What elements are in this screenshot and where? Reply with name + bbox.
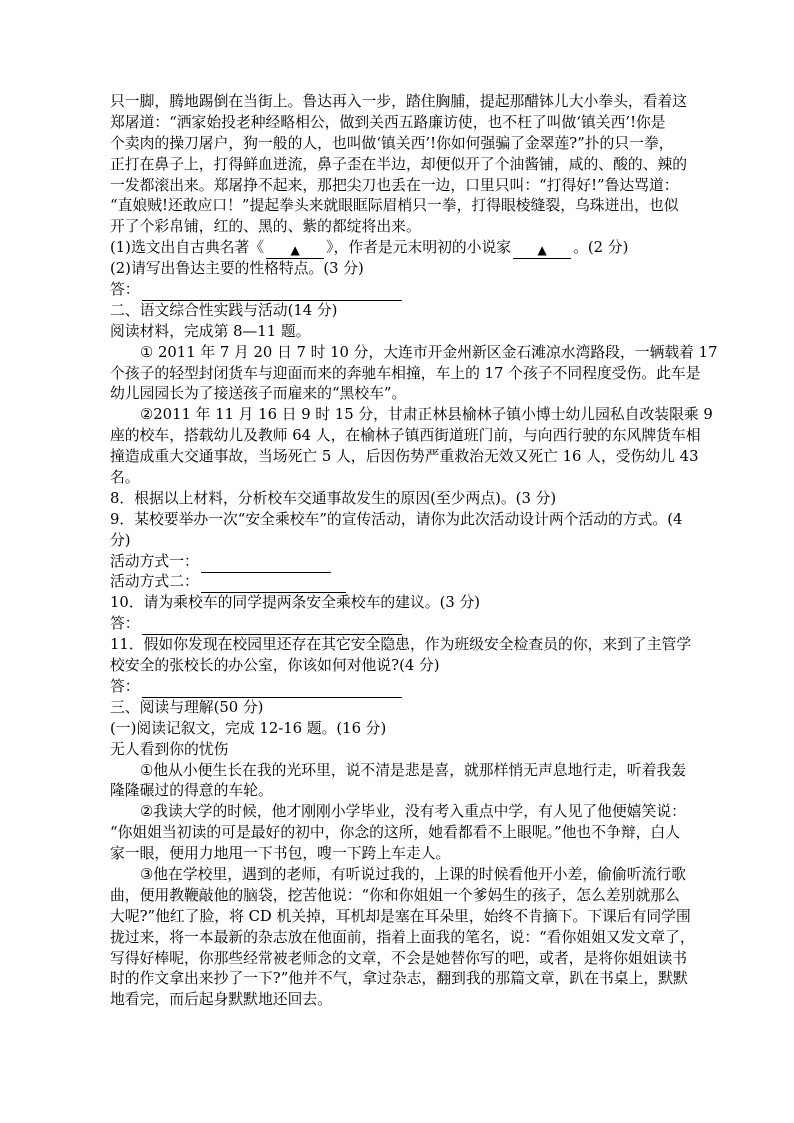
answer-blank-underline [142,682,402,698]
essay-line [110,823,690,844]
text-run: 个孩子的轻型封闭货车与迎面而来的奔驰车相撞，车上的 17 个孩子不同程度受伤。此车是 [110,364,701,382]
answer-line [110,677,690,698]
text-run: 拢过来，将一本最新的杂志放在他面前，指着上面我的笔名，说：“看你姐姐又发文章了， [110,928,695,946]
text-run: 三、阅读与理解(50 分) [110,698,264,716]
text-run: 座的校车，搭载幼儿及教师 64 人，在榆林子镇西街道班门前，与向西行驶的东风牌货车相 [110,427,701,445]
answer-blank-underline [201,557,331,573]
text-run: 活动方式一： [110,552,199,570]
text-run: 撞造成重大交通事故，当场死亡 5 人，后因伤势严重救治无效又死亡 16 人，受伤幼儿 43 [110,448,699,466]
essay-line [110,949,690,970]
material-line [110,468,690,489]
essay-line [110,928,695,949]
essay-line [110,907,690,928]
material-line [110,343,718,364]
answer-line [110,614,690,635]
text-run: 》，作者是元末明初的小说家 [326,239,512,257]
question-11-wrap [110,656,690,677]
text-run: 曲，便用教鞭敲他的脑袋，挖苦他说：“你和你姐姐一个爹妈生的孩子，怎么差别就那么 [110,886,680,904]
text-run: 时的作文拿出来抄了一下?”他并不气，拿过杂志，翻到我的那篇文章，趴在书桌上，默默 [110,970,688,988]
material-line [110,426,701,447]
question-11 [110,635,690,656]
essay-line [110,886,690,907]
text-run: 11．假如你发现在校园里还存在其它安全隐患，作为班级安全检查员的你，来到了主管学 [110,636,692,654]
text-run: 开了个彩帛铺，红的、黑的、紫的都绽将出来。 [110,218,421,236]
passage-line [110,217,690,238]
fill-in-blank-with-marker: ▲ [513,243,571,259]
essay-line [110,802,690,823]
text-run: 答： [110,281,140,299]
text-run: 分) [110,531,131,549]
text-run: “你姐姐当初读的可是最好的初中，你念的这所，她看都看不上眼呢。”他也不争辩，白人 [110,824,681,842]
text-run: 个卖肉的操刀屠户，狗一般的人，也叫做‘镇关西’!你如何强骗了金翠莲?”扑的只一拳， [110,134,674,152]
passage-line [110,113,690,134]
fill-in-blank-with-marker: ▲ [266,243,324,259]
text-run: 只一脚，腾地踢倒在当街上。鲁达再入一步，踏住胸脯，提起那醋钵儿大小拳头，看着这 [110,93,688,110]
instruction-line [110,719,690,740]
text-run: 活动方式二： [110,573,199,591]
text-run: 二、语文综合性实践与活动(14 分) [110,301,338,319]
text-run: 正打在鼻子上，打得鲜血迸流，鼻子歪在半边，却便似开了个油酱铺，咸的、酸的、辣的 [110,155,688,173]
section-heading-3 [110,698,690,719]
text-run: ③他在学校里，遇到的老师，有听说过我的，上课的时候看他开小差，偷偷听流行歌 [140,865,686,883]
passage-line [110,155,690,176]
text-run: (1)选文出自古典名著《 [110,239,265,257]
essay-line [110,761,690,782]
text-run: 10．请为乘校车的同学提两条安全乘校车的建议。(3 分) [110,594,481,612]
material-line [110,405,713,426]
text-run: 8．根据以上材料，分析校车交通事故发生的原因(至少两点)。(3 分) [110,489,557,507]
answer-blank-underline [142,619,402,635]
material-line [110,364,701,385]
text-run: ① 2011 年 7 月 20 日 7 时 10 分，大连市开金州新区金石滩凉水湾路段，一辆载着 17 [140,343,718,361]
material-line [110,447,699,468]
answer-blank-underline [142,285,402,301]
text-run: “直娘贼!还敢应口！”提起拳头来就眼眶际眉梢只一拳，打得眼棱缝裂，乌珠迸出，也似 [110,197,679,215]
question-2 [110,259,690,280]
text-run: 幼儿园园长为了接送孩子而雇来的“黑校车”。 [110,385,407,403]
text-run: 。(2 分) [573,239,629,257]
essay-line [110,865,690,886]
text-run: 地看完，而后起身默默地还回去。 [110,991,332,1009]
question-9-wrap [110,531,690,552]
essay-line [110,844,690,865]
text-run: 答： [110,615,140,633]
passage-line [110,134,690,155]
question-10 [110,593,690,614]
text-run: 无人看到你的忧伤 [110,740,229,758]
text-run: 写得好棒呢，你那些经常被老师念的文章，不会是她替你写的吧，或者，是将你姐姐读书 [110,949,688,967]
text-run: (2)请写出鲁达主要的性格特点。(3 分) [110,260,364,278]
question-8 [110,489,690,510]
text-run: 校安全的张校长的办公室，你该如何对他说?(4 分) [110,657,440,675]
question-9 [110,510,690,531]
text-run: 9．某校要举办一次“安全乘校车”的宣传活动，请你为此次活动设计两个活动的方式。(4 [110,510,683,528]
text-run: 大呢?”他红了脸，将 CD 机关掉，耳机却是塞在耳朵里，始终不肯摘下。下课后有同学围 [110,907,691,925]
passage-line [110,92,690,113]
text-run: 家一眼，便用力地甩一下书包，嗖一下跨上车走人。 [110,845,451,863]
text-run: 名。 [110,469,140,487]
activity-blank-2 [110,572,690,593]
question-1 [110,238,690,259]
passage-line [110,196,690,217]
essay-line [110,781,690,802]
text-run: 答： [110,677,140,695]
text-run: ①他从小便生长在我的光环里，说不清是悲是喜，就那样悄无声息地行走，听着我轰 [140,761,686,779]
text-run: ②2011 年 11 月 16 日 9 时 15 分，甘肃正林县榆林子镇小博士幼儿园私自改装限乘 9 [140,406,713,424]
section-heading-2 [110,301,690,322]
passage-line [110,176,690,197]
material-line [110,384,690,405]
answer-blank-underline [201,577,346,593]
essay-line [110,969,690,990]
text-run: 阅读材料，完成第 8—11 题。 [110,322,311,340]
instruction-line [110,322,690,343]
text-run: 郑屠道：“洒家始投老种经略相公，做到关西五路廉访使，也不枉了叫做‘镇关西’!你是 [110,113,666,131]
activity-blank-1 [110,552,690,573]
text-run: (一)阅读记叙文，完成 12-16 题。(16 分) [110,719,387,737]
text-run: 一发都滚出来。郑屠挣不起来，那把尖刀也丢在一边，口里只叫：“打得好!”鲁达骂道： [110,176,679,194]
text-run: ②我读大学的时候，他才刚刚小学毕业，没有考入重点中学，有人见了他便嬉笑说： [140,803,686,821]
essay-line [110,990,690,1011]
essay-title [110,740,690,761]
text-run: 隆隆碾过的得意的车轮。 [110,782,273,800]
answer-line [110,280,690,301]
